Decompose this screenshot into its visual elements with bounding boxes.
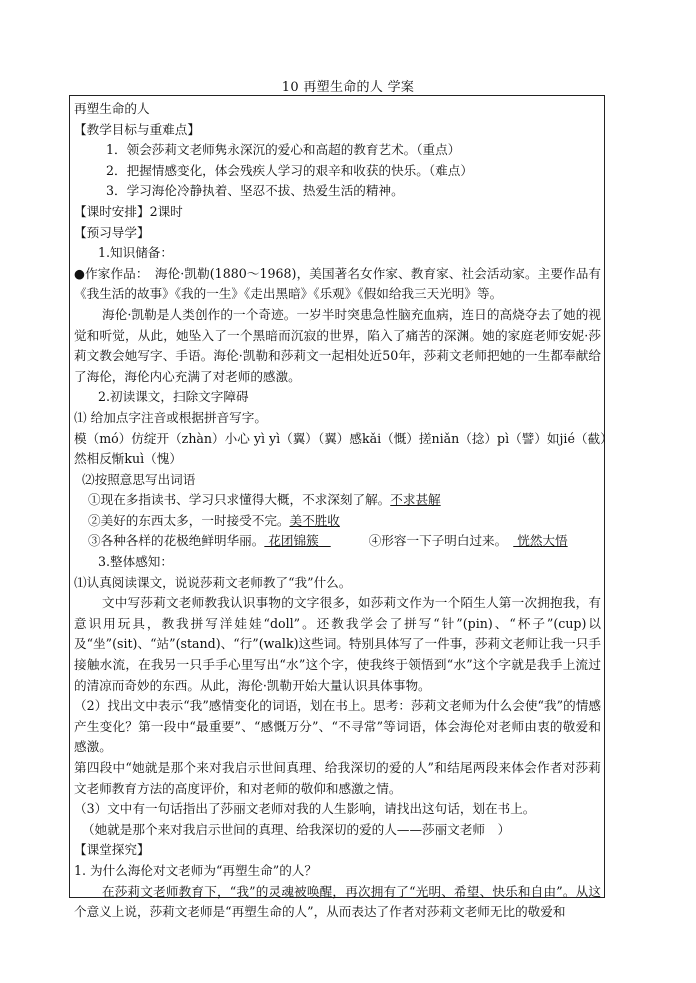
- bio-paragraph: 海伦·凯勒是人类创作的一个奇迹。一岁半时突患急性脑充血病，连日的高烧夺去了她的视觉和听觉，从此，她坠入了一个黑暗而沉寂的世界，陷入了痛苦的深渊。她的家庭老师安妮·莎莉文教会她写字、手语。海伦·凯勒和莎莉文一起相处近50年，莎莉文老师把她的一生都奉献给了海伦，海伦内心充满了对老师的感激。: [74, 306, 601, 384]
- pinyin-question: ⑴ 给加点字注音或根据拼音写字。: [74, 409, 267, 425]
- explore-question: 1. 为什么海伦对文老师为“再塑生命”的人？: [74, 862, 317, 878]
- word-answer: 美不胜收: [289, 512, 340, 528]
- section-title: 再塑生命的人: [74, 101, 150, 116]
- knowledge-heading: 1.知识储备：: [98, 245, 173, 261]
- word-definition: ①现在多指读书、学习只求懂得大概，不求深刻了解。: [88, 492, 391, 508]
- schedule-value: 2课时: [149, 203, 183, 219]
- pinyin-line: 模（mó）仿绽开（zhàn）小心 yì yì（翼）（翼）感kǎi（慨）搓niǎn（捻）pì（譬）如jié（截）: [74, 430, 613, 446]
- word-item: [74, 511, 601, 532]
- explore-heading: 【课堂探究】: [74, 842, 150, 858]
- document-title: 10 再塑生命的人 学案: [281, 80, 415, 95]
- word-answer: 花团锦簇: [264, 533, 331, 549]
- worksheet-frame: [69, 95, 613, 920]
- overall-question: （2）找出文中表示“我”感情变化的词语，划在书上。思考：莎莉文老师为什么会使“我”的情感产生变化？第一段中“最重要”、“感慨万分”、“不寻常”等词语，体会海伦对老师由衷的敬爱和感激。: [74, 698, 601, 755]
- word-definition: ④形容一下子明白过来。: [368, 533, 508, 549]
- reading-heading: 2.初读课文，扫除文字障碍: [98, 389, 249, 405]
- overall-answer: 文中写莎莉文老师教我认识事物的文字很多，如莎莉文作为一个陌生人第一次拥抱我，有意识用玩具，教我拼写洋娃娃“doll”。还教我学会了拼写“针”(pin)、“杯子”(cup)以及“坐”(sit)、“站”(stand)、“行”(walk)这些词。特别具体写了一件事，莎莉文老师让我一只手接触水流，在我另一只手手心里写出“水”这个字，使我终于领悟到“水”这个字就是我手上流过的清凉而奇妙的东西。从此，海伦·凯勒开始大量认识具体事物。: [74, 595, 601, 693]
- pinyin-line: 然相反惭kuì（愧）: [74, 451, 182, 467]
- overall-answer: （她就是那个来对我启示世间的真理、给我深切的爱的人——莎丽文老师 ）: [82, 821, 511, 837]
- word-definition: ②美好的东西太多，一时接受不完。: [88, 512, 290, 528]
- schedule-heading: 【课时安排】: [74, 203, 150, 219]
- word-item: [74, 490, 601, 511]
- preview-heading: 【预习导学】: [74, 224, 150, 240]
- schedule-row: [74, 202, 601, 223]
- overall-answer: 第四段中“她就是那个来对我启示世间真理、给我深切的爱的人”和结尾两段来体会作者对莎莉文老师教育方法的高度评价，和对老师的敬仰和感激之情。: [74, 760, 601, 796]
- goal-item: 3．学习海伦冷静执着、坚忍不拔、热爱生活的精神。: [106, 183, 404, 199]
- word-question: ⑵按照意思写出词语: [82, 471, 196, 487]
- word-answer: 不求甚解: [390, 492, 441, 508]
- goals-heading: 【教学目标与重难点】: [74, 121, 200, 137]
- worksheet-content: [70, 96, 613, 923]
- overall-question: ⑴认真阅读课文，说说莎莉文老师教了“我”什么。: [74, 574, 352, 590]
- overall-question: （3）文中有一句话指出了莎丽文老师对我的人生影响，请找出这句话，划在书上。: [74, 801, 536, 817]
- word-definition: ③各种各样的花极绝鲜明华丽。: [88, 533, 265, 549]
- goal-item: 1．领会莎莉文老师隽永深沉的爱心和高超的教育艺术。（重点）: [106, 142, 461, 158]
- word-answer: 恍然大悟: [513, 533, 568, 549]
- word-item: [74, 531, 601, 552]
- explore-answer: 在莎莉文老师教育下，“我”的灵魂被唤醒，再次拥有了“光明、希望、快乐和自由”。从这个意义上说，莎莉文老师是“再塑生命的人”，从而表达了作者对莎莉文老师无比的敬爱和: [74, 883, 601, 920]
- goal-item: 2．把握情感变化，体会残疾人学习的艰辛和收获的快乐。（难点）: [106, 162, 473, 178]
- author-paragraph: ●作家作品： 海伦·凯勒(1880～1968)，美国著名女作家、教育家、社会活动家。主要作品有《我生活的故事》《我的一生》《走出黑暗》《乐观》《假如给我三天光明》等。: [74, 265, 601, 302]
- overall-heading: 3.整体感知：: [98, 554, 173, 570]
